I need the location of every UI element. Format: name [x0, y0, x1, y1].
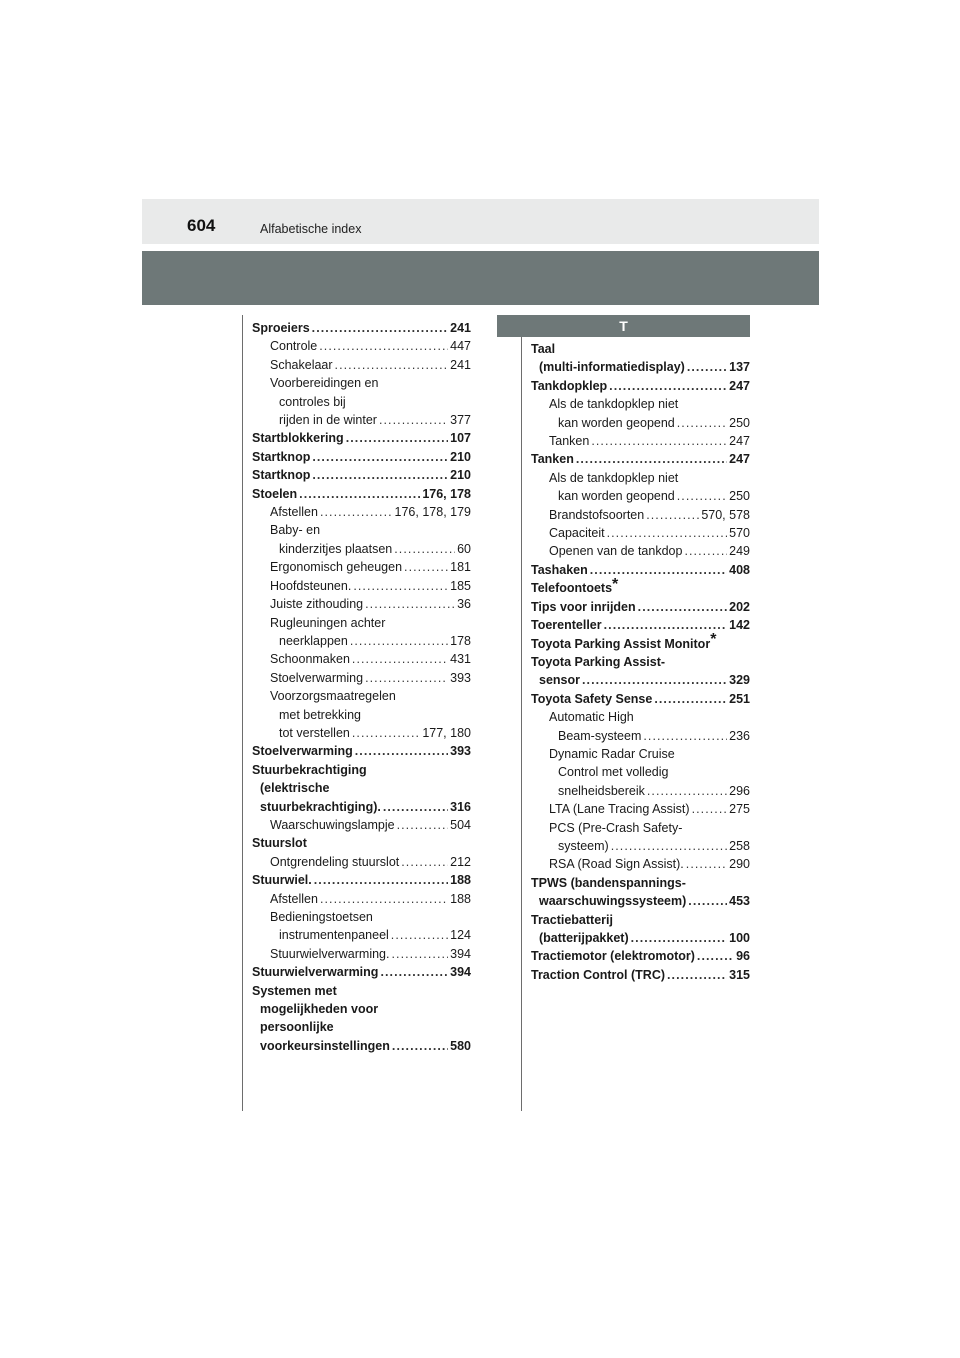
entry-text: kinderzitjes plaatsen	[279, 541, 393, 556]
column-divider-left	[242, 315, 243, 1111]
index-entry	[531, 947, 750, 965]
index-entry	[252, 429, 471, 447]
index-entry	[531, 377, 750, 395]
dot-leader	[314, 871, 448, 889]
header-band	[142, 251, 819, 305]
page-reference[interactable]: 188	[450, 873, 471, 888]
entry-text: Tractiemotor (elektromotor)	[531, 949, 695, 964]
index-entry	[531, 745, 750, 800]
entry-text: Openen van de tankdop	[549, 544, 683, 559]
dot-leader	[646, 506, 699, 524]
index-entry	[531, 708, 750, 745]
entry-text: Stuurslot	[252, 836, 307, 851]
entry-text: instrumentenpaneel	[279, 928, 389, 943]
dot-leader	[643, 727, 727, 745]
entry-text: Als de tankdopklep niet	[549, 470, 679, 485]
index-entry	[252, 908, 471, 945]
entry-text: Baby- en	[270, 523, 321, 538]
dot-leader	[611, 837, 727, 855]
dot-leader	[352, 724, 420, 742]
entry-text: Ergonomisch geheugen	[270, 560, 403, 575]
entry-text: controles bij	[279, 394, 346, 409]
dot-leader	[582, 671, 727, 689]
page-reference[interactable]: 188	[450, 891, 471, 906]
dot-leader	[609, 377, 727, 395]
entry-text: waarschuwingssysteem)	[539, 894, 687, 909]
entry-text: (batterijpakket)	[539, 931, 629, 945]
index-entry	[531, 542, 750, 560]
header-bar	[142, 199, 819, 244]
entry-text: Systemen met	[252, 983, 337, 998]
entry-text: PCS (Pre-Crash Safety-	[549, 820, 683, 835]
page-reference[interactable]: 107	[450, 431, 471, 446]
page-reference[interactable]: 142	[729, 618, 750, 633]
index-entry	[252, 963, 471, 981]
page-reference[interactable]: 96	[736, 949, 750, 964]
dot-leader	[365, 669, 448, 687]
page-number: 604	[187, 216, 216, 235]
index-entry	[531, 819, 750, 856]
dot-leader	[383, 798, 448, 816]
entry-text: Toyota Parking Assist Monitor	[531, 636, 711, 651]
letter-heading: T	[497, 315, 750, 337]
index-entry	[252, 945, 471, 963]
dot-leader	[631, 929, 728, 947]
index-entry	[252, 853, 471, 871]
entry-text: persoonlijke	[260, 1020, 334, 1035]
footnote-star: *	[612, 576, 619, 594]
index-column-right	[531, 340, 750, 984]
index-entry	[252, 687, 471, 742]
index-entry	[252, 577, 471, 595]
index-entry	[252, 558, 471, 576]
index-entry	[252, 356, 471, 374]
page-reference[interactable]: 212	[450, 854, 471, 869]
index-entry	[531, 432, 750, 450]
page-reference[interactable]: 247	[729, 378, 750, 393]
index-entry	[252, 485, 471, 503]
page-reference[interactable]: 241	[450, 357, 471, 372]
entry-text: Bedieningstoetsen	[270, 910, 373, 924]
dot-leader	[607, 524, 728, 542]
dot-leader	[688, 892, 727, 910]
entry-text: Tanken	[549, 434, 590, 449]
entry-text: Automatic High	[549, 710, 634, 725]
page-reference[interactable]: 247	[729, 434, 750, 449]
index-entry	[531, 800, 750, 818]
page-reference[interactable]: 570	[729, 526, 750, 541]
page-reference[interactable]: 408	[729, 562, 750, 577]
page-reference[interactable]: 36	[457, 597, 471, 612]
dot-leader	[392, 1037, 448, 1055]
entry-text: Stoelverwarming	[252, 744, 353, 759]
entry-text: rijden in de winter	[279, 413, 377, 428]
page-reference[interactable]: 176, 178	[422, 486, 471, 501]
index-entry	[531, 395, 750, 432]
page-reference[interactable]: 570, 578	[701, 507, 750, 522]
dot-leader	[335, 356, 449, 374]
index-entry	[252, 650, 471, 668]
entry-text: Voorzorgsmaatregelen	[270, 689, 396, 704]
page-reference[interactable]: 247	[729, 452, 750, 467]
page-reference[interactable]: 275	[729, 802, 750, 817]
dot-leader	[591, 432, 727, 450]
entry-text: kan worden geopend	[558, 415, 675, 430]
index-entry	[252, 761, 471, 816]
index-entry	[531, 911, 750, 948]
dot-leader	[391, 945, 448, 963]
entry-text: Afstellen	[270, 505, 318, 520]
index-entry	[252, 614, 471, 651]
index-entry	[531, 653, 750, 690]
entry-text: Stuurbekrachtiging	[252, 762, 367, 777]
dot-leader	[299, 485, 420, 503]
page-reference[interactable]: 124	[450, 928, 471, 943]
index-entry	[252, 337, 471, 355]
page-reference[interactable]: 176, 178, 179	[394, 505, 471, 520]
index-entry	[252, 834, 471, 852]
entry-text: TPWS (bandenspannings-	[531, 875, 686, 890]
page-reference[interactable]: 210	[450, 449, 471, 464]
entry-text: Hoofdsteunen.	[270, 578, 352, 593]
page-reference[interactable]: 250	[729, 489, 750, 504]
dot-leader	[687, 358, 727, 376]
page-reference[interactable]: 178	[450, 633, 471, 648]
entry-text: Tractiebatterij	[531, 912, 613, 927]
entry-text: Stoelverwarming	[270, 670, 364, 685]
page-reference[interactable]: 393	[450, 744, 471, 759]
dot-leader	[355, 742, 448, 760]
page-reference[interactable]: 290	[729, 857, 750, 872]
entry-text: Rugleuningen achter	[270, 615, 386, 630]
page-reference[interactable]: 137	[729, 360, 750, 375]
dot-leader	[654, 690, 727, 708]
entry-text: voorkeursinstellingen	[260, 1038, 390, 1053]
entry-text: (multi-informatiedisplay)	[539, 360, 685, 375]
dot-leader	[638, 598, 727, 616]
index-entry	[531, 598, 750, 616]
footnote-star: *	[710, 631, 717, 649]
index-entry	[531, 690, 750, 708]
page-reference[interactable]: 431	[450, 652, 471, 667]
dot-leader	[576, 450, 727, 468]
page-reference[interactable]: 177, 180	[422, 725, 471, 740]
entry-text: Controle	[270, 339, 318, 354]
dot-leader	[312, 448, 448, 466]
page-reference[interactable]: 258	[729, 838, 750, 853]
entry-text: Stuurwiel.	[252, 873, 312, 888]
entry-text: Tips voor inrijden	[531, 599, 636, 614]
page-reference[interactable]: 185	[450, 578, 471, 593]
index-entry	[531, 576, 750, 597]
section-title: Alfabetische index	[260, 222, 362, 236]
page-reference[interactable]: 250	[729, 415, 750, 430]
entry-text: Startknop	[252, 468, 311, 483]
index-entry	[531, 469, 750, 506]
entry-text: Sproeiers	[252, 321, 310, 335]
entry-text: Tashaken	[531, 562, 588, 577]
index-entry	[252, 890, 471, 908]
entry-text: Voorbereidingen en	[270, 376, 379, 391]
entry-text: met betrekking	[279, 707, 361, 722]
index-entry	[252, 374, 471, 429]
page-reference[interactable]: 453	[729, 894, 750, 909]
dot-leader	[604, 616, 728, 634]
dot-leader	[677, 414, 727, 432]
column-divider-middle	[521, 315, 522, 1111]
dot-leader	[319, 337, 448, 355]
page-reference[interactable]: 296	[729, 783, 750, 798]
page-reference[interactable]: 377	[450, 413, 471, 428]
dot-leader	[590, 561, 727, 579]
index-entry	[531, 561, 750, 579]
index-entry	[252, 669, 471, 687]
index-entry	[531, 631, 750, 653]
entry-text: stuurbekrachtiging).	[260, 799, 381, 814]
entry-text: Brandstofsoorten	[549, 507, 645, 522]
index-entry	[252, 871, 471, 889]
index-entry	[531, 966, 750, 984]
entry-text: Stuurwielverwarming.	[270, 946, 390, 961]
entry-text: Traction Control (TRC)	[531, 967, 666, 982]
page-reference[interactable]: 393	[450, 670, 471, 685]
index-entry	[531, 616, 750, 634]
entry-text: tot verstellen	[279, 725, 350, 740]
dot-leader	[320, 890, 448, 908]
entry-text: Stuurwielverwarming	[252, 965, 379, 980]
page-reference[interactable]: 60	[457, 541, 471, 556]
dot-leader	[350, 632, 448, 650]
page-reference[interactable]: 394	[450, 965, 471, 980]
index-entry	[531, 524, 750, 542]
entry-text: Afstellen	[270, 891, 318, 906]
entry-text: Control met volledig	[558, 765, 669, 780]
dot-leader	[352, 650, 448, 668]
page-reference[interactable]: 504	[450, 817, 471, 832]
entry-text: Startknop	[252, 449, 311, 464]
dot-leader	[686, 855, 727, 873]
page-reference[interactable]: 329	[729, 673, 750, 688]
index-entry	[252, 503, 471, 521]
dot-leader	[312, 319, 448, 337]
page-reference[interactable]: 315	[729, 967, 750, 982]
index-entry	[252, 816, 471, 834]
entry-text: Waarschuwingslampje	[270, 817, 395, 832]
entry-text: Toerenteller	[531, 618, 602, 633]
index-entry	[252, 466, 471, 484]
dot-leader	[667, 966, 727, 984]
entry-text: Juiste zithouding	[270, 597, 364, 612]
entry-text: Startblokkering	[252, 431, 344, 446]
index-entry	[252, 521, 471, 558]
dot-leader	[397, 816, 449, 834]
entry-text: Telefoontoets	[531, 581, 613, 596]
dot-leader	[391, 926, 448, 944]
dot-leader	[320, 503, 393, 521]
page-reference[interactable]: 580	[450, 1038, 471, 1053]
index-column-left	[252, 319, 471, 1055]
page-reference[interactable]: 181	[450, 560, 471, 575]
index-entry	[531, 340, 750, 377]
page-reference[interactable]: 447	[450, 339, 471, 354]
entry-text: Capaciteit	[549, 526, 605, 541]
index-entry	[531, 506, 750, 524]
index-entry	[252, 982, 471, 1056]
index-entry	[252, 742, 471, 760]
index-entry	[531, 855, 750, 873]
page-reference[interactable]: 100	[729, 931, 750, 945]
entry-text: LTA (Lane Tracing Assist)	[549, 802, 690, 817]
entry-text: kan worden geopend	[558, 489, 675, 504]
index-entry	[531, 874, 750, 911]
entry-text: Als de tankdopklep niet	[549, 397, 679, 412]
entry-text: Stoelen	[252, 486, 298, 501]
page-reference[interactable]: 251	[729, 691, 750, 706]
dot-leader	[692, 800, 728, 818]
entry-text: snelheidsbereik	[558, 783, 645, 798]
entry-text: neerklappen	[279, 633, 348, 648]
page-reference[interactable]: 210	[450, 468, 471, 483]
page-reference[interactable]: 236	[729, 728, 750, 743]
entry-text: Schakelaar	[270, 357, 333, 372]
entry-text: Schoonmaken	[270, 652, 350, 667]
entry-text: sensor	[539, 673, 580, 688]
page-reference[interactable]: 249	[729, 544, 750, 559]
entry-text: Toyota Safety Sense	[531, 691, 653, 706]
dot-leader	[684, 542, 727, 560]
dot-leader	[353, 577, 448, 595]
entry-text: mogelijkheden voor	[260, 1002, 379, 1017]
page-reference[interactable]: 316	[450, 799, 471, 814]
dot-leader	[379, 411, 448, 429]
entry-text: Tankdopklep	[531, 378, 608, 393]
index-entry	[252, 319, 471, 337]
index-entry	[252, 448, 471, 466]
dot-leader	[346, 429, 448, 447]
page-reference[interactable]: 241	[450, 321, 471, 335]
entry-text: Tanken	[531, 452, 574, 467]
dot-leader	[697, 947, 734, 965]
entry-text: Toyota Parking Assist-	[531, 654, 666, 669]
entry-text: Dynamic Radar Cruise	[549, 746, 675, 761]
dot-leader	[312, 466, 448, 484]
index-entry	[252, 595, 471, 613]
entry-text: Ontgrendeling stuurslot	[270, 854, 400, 869]
entry-text: Beam-systeem	[558, 728, 642, 743]
entry-text: (elektrische	[260, 781, 330, 796]
dot-leader	[677, 487, 727, 505]
entry-text: RSA (Road Sign Assist).	[549, 857, 684, 872]
dot-leader	[647, 782, 727, 800]
page-reference[interactable]: 394	[450, 946, 471, 961]
entry-text: Taal	[531, 342, 556, 356]
dot-leader	[365, 595, 455, 613]
entry-text: systeem)	[558, 838, 609, 853]
dot-leader	[401, 853, 448, 871]
dot-leader	[380, 963, 448, 981]
dot-leader	[394, 540, 455, 558]
page-reference[interactable]: 202	[729, 599, 750, 614]
dot-leader	[404, 558, 448, 576]
index-entry	[531, 450, 750, 468]
